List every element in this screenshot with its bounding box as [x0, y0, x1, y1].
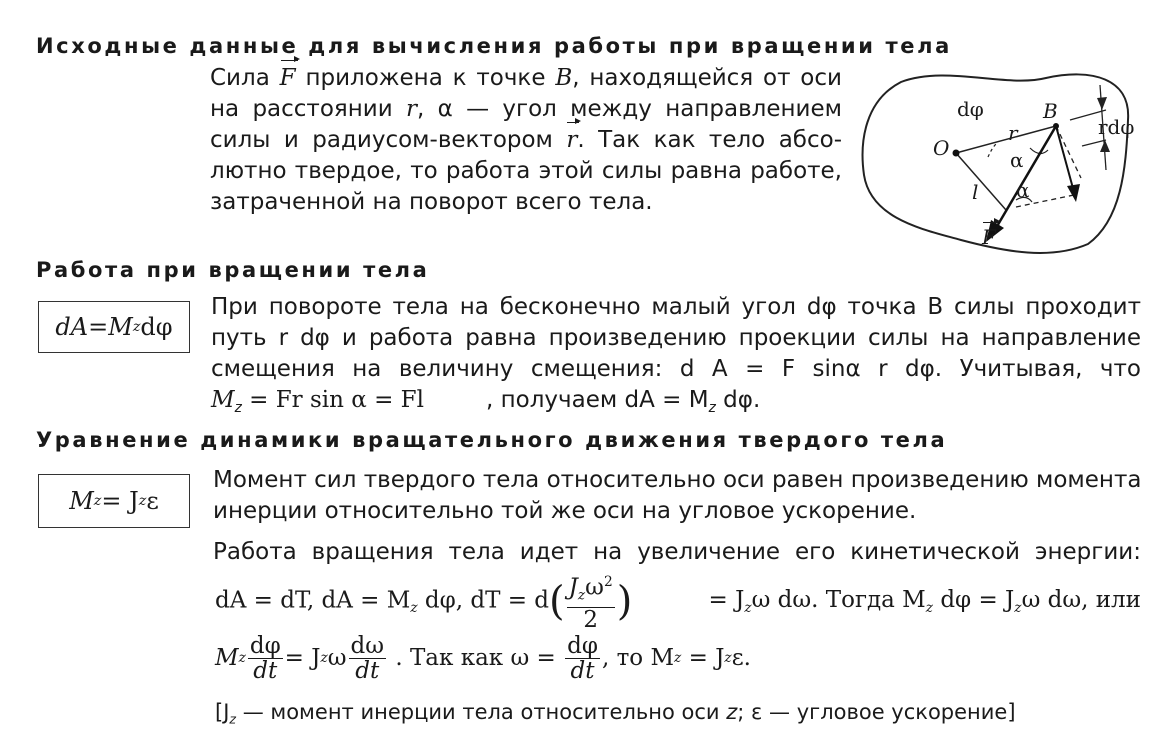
rdphi-line-bottom [1082, 140, 1106, 146]
radius-line [956, 126, 1056, 153]
section-heading-dynamics-equation: Уравнение динамики вращательного движения твердого тела [36, 428, 948, 452]
paragraph-line: При повороте тела на бесконечно малый угол dφ точка B силы проходит [211, 294, 1141, 320]
force-vector-symbol: F [280, 63, 296, 94]
kinetic-energy-fraction: $\frac{J_z\omega^2}{2}$ [567, 570, 615, 632]
paragraph-line: на расстоянии r, α — угол между направлением [210, 96, 842, 122]
work-formula-box: dA = M z dφ [38, 301, 190, 353]
paragraph-line: лютно твердое, то работа этой силы равна работе, [210, 158, 842, 184]
diagram-label-f: F [982, 225, 996, 249]
paragraph-line: путь r dφ и работа равна произведению проекции силы на направление [211, 325, 1141, 351]
paragraph-line: затраченной на поворот всего тела. [210, 189, 653, 215]
diagram-label-alpha-bottom: α [1016, 178, 1030, 202]
dphi-dt-fraction: $\frac{d\varphi}{dt}$ [249, 632, 281, 684]
diagram-label-l: l [972, 180, 979, 204]
domega-dt-fraction: $\frac{d\omega}{dt}$ [350, 632, 385, 684]
equation-line-1: dA = dT, dA = $M_z$ dφ, dT = d( $\frac{J_z\omega^2}{2}$ ) = $J_z\omega$ dω. Тогда $M_z$ $d\varphi = J_z\omega$ dω, или [215, 575, 1141, 627]
diagram-label-r: r [1008, 121, 1018, 145]
section-heading-initial-data: Исходные данные для вычисления работы при вращении тела [36, 34, 952, 58]
paragraph-line: $M_z = Fr$ sin α = Fl , получаем dA = $M_z$ dφ. [211, 387, 761, 416]
paragraph-line: смещения на величину смещения: d A = F sinα r dφ. Учитывая, что [211, 356, 1141, 382]
lever-arm-line [956, 153, 1006, 210]
displaced-arrowhead [1067, 184, 1080, 202]
section-heading-work-rotation: Работа при вращении тела [36, 258, 430, 282]
diagram-label-o: O [933, 136, 950, 160]
dynamics-paragraph [213, 465, 1141, 527]
diagram-label-b: B [1043, 99, 1058, 123]
diagram-label-alpha-top: α [1010, 148, 1024, 172]
paragraph-line: инерции относительно той же оси на угловое ускорение. [213, 498, 917, 524]
rdphi-arrow-up [1100, 140, 1110, 152]
paragraph-line: Момент сил твердого тела относительно оси равен произведению момента [213, 467, 1142, 493]
omega-definition-fraction: $\frac{d\varphi}{dt}$ [567, 632, 598, 684]
origin-point [953, 150, 960, 157]
work-paragraph [211, 292, 1141, 424]
diagram-label-rdphi: rdφ [1098, 115, 1135, 139]
force-vector-line [996, 126, 1056, 228]
kinetic-energy-line: Работа вращения тела идет на увеличение его кинетической энергии: [213, 539, 1141, 565]
rdphi-arrow-down [1097, 97, 1107, 110]
dphi-arc [988, 144, 996, 157]
diagram-label-dphi: dφ [957, 97, 984, 121]
footnote-bracket: [$J_z$ — момент инерции тела относительно оси z; ε — угловое ускорение] [215, 700, 1016, 727]
dynamics-formula-box: M z = J z ε [38, 474, 190, 528]
paragraph-line: Сила F приложена к точке B, находящейся от оси [210, 63, 842, 94]
radius-vector-symbol: r [566, 125, 577, 156]
rotation-diagram [856, 60, 1146, 260]
initial-data-paragraph [210, 63, 842, 218]
equation-line-2: M z $\frac{d\varphi}{dt}$ = J z ω $\frac{d\omega}{dt}$ . Так как ω = $\frac{d\varphi}{dt}$ , то M z = J z ε. [215, 632, 751, 684]
paragraph-line: силы и радиусом-вектором r. Так как тело абсо- [210, 125, 842, 156]
point-b [1053, 123, 1059, 129]
